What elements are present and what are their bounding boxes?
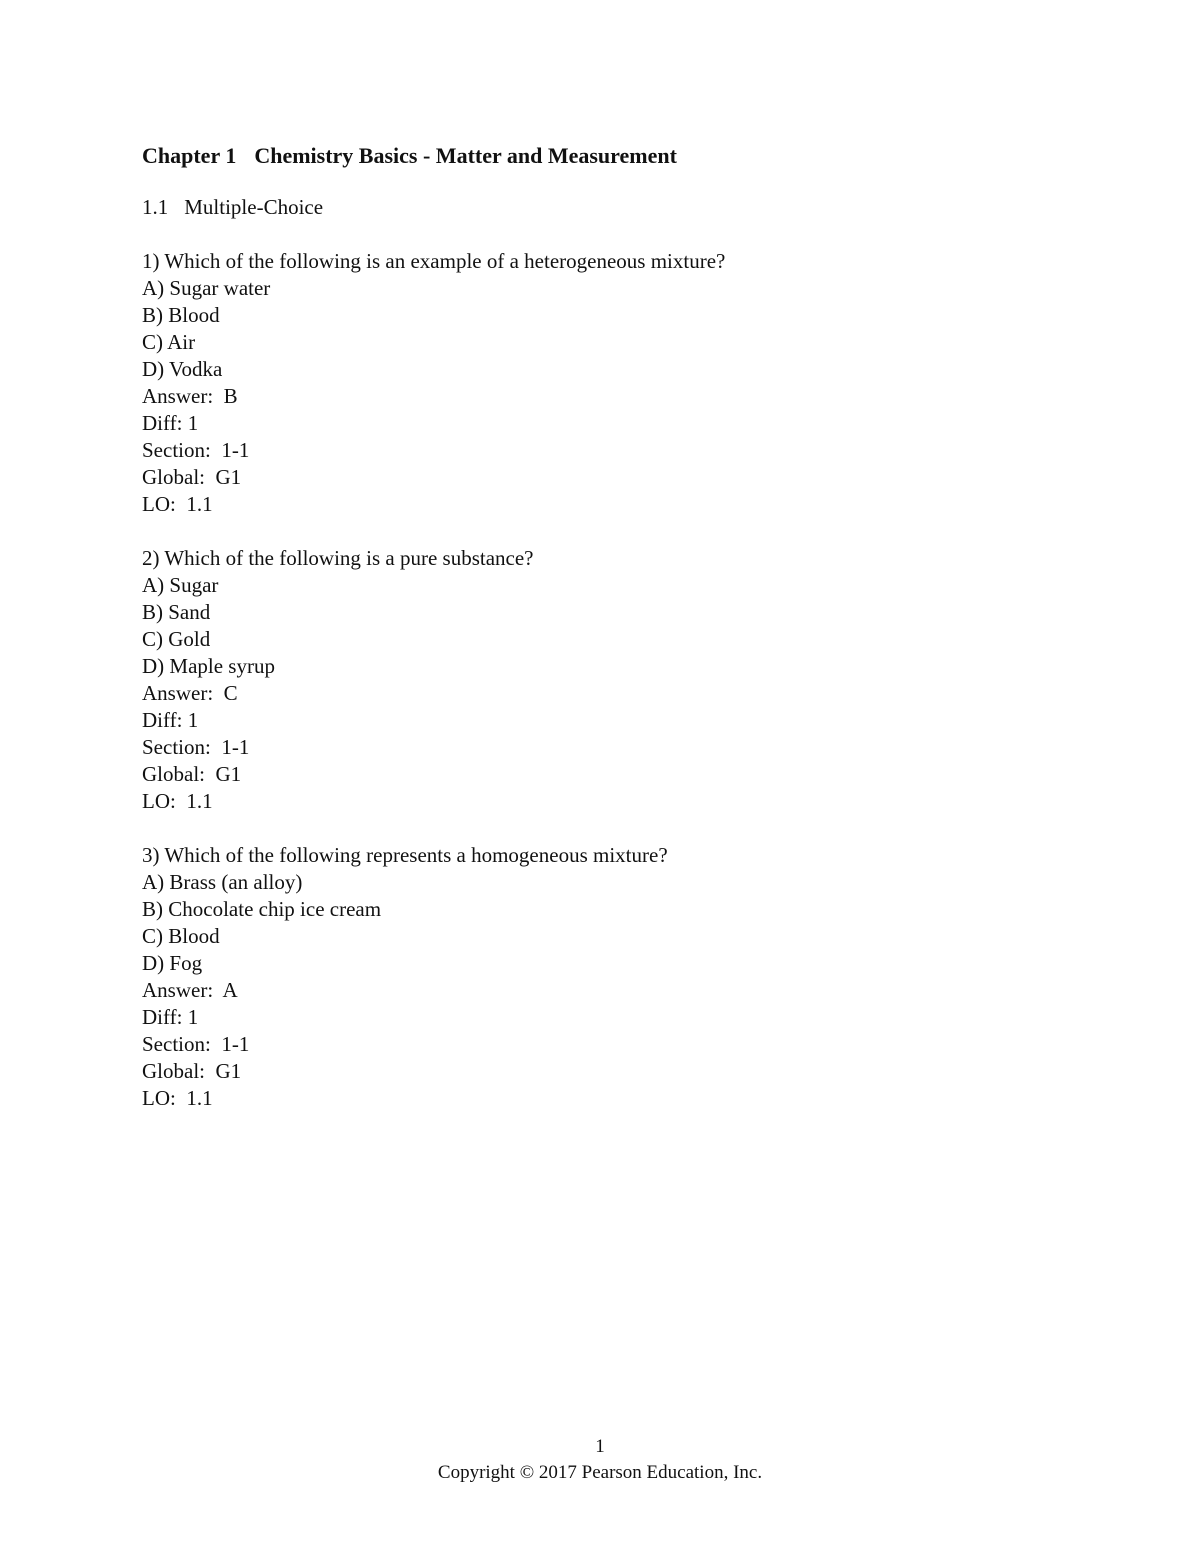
question-stem: 3) Which of the following represents a homogeneous mixture?: [142, 843, 668, 867]
option-a: A) Sugar water: [142, 276, 271, 300]
page-content: [142, 140, 1042, 1112]
answer: Answer: A: [142, 978, 238, 1002]
question-2: [142, 545, 1042, 815]
answer: Answer: C: [142, 681, 238, 705]
chapter-title: [142, 140, 1042, 172]
difficulty: Diff: 1: [142, 1005, 199, 1029]
option-a: A) Sugar: [142, 573, 219, 597]
page-number: 1: [595, 1436, 605, 1457]
section-ref: Section: 1-1: [142, 438, 250, 462]
question-stem: 1) Which of the following is an example of a heterogeneous mixture?: [142, 249, 726, 273]
option-c: C) Air: [142, 330, 196, 354]
section-ref: Section: 1-1: [142, 735, 250, 759]
global-ref: Global: G1: [142, 762, 242, 786]
section-heading: [142, 194, 1042, 221]
option-c: C) Gold: [142, 627, 211, 651]
answer: Answer: B: [142, 384, 238, 408]
option-d: D) Maple syrup: [142, 654, 275, 678]
chapter-number: Chapter 1: [142, 143, 237, 168]
learning-objective: LO: 1.1: [142, 789, 213, 813]
chapter-name: Chemistry Basics - Matter and Measurement: [254, 143, 677, 168]
option-d: D) Fog: [142, 951, 203, 975]
learning-objective: LO: 1.1: [142, 1086, 213, 1110]
option-b: B) Chocolate chip ice cream: [142, 897, 382, 921]
difficulty: Diff: 1: [142, 411, 199, 435]
section-ref: Section: 1-1: [142, 1032, 250, 1056]
question-1: [142, 248, 1042, 518]
option-c: C) Blood: [142, 924, 220, 948]
difficulty: Diff: 1: [142, 708, 199, 732]
question-3: [142, 842, 1042, 1112]
question-stem: 2) Which of the following is a pure substance?: [142, 546, 534, 570]
learning-objective: LO: 1.1: [142, 492, 213, 516]
option-b: B) Blood: [142, 303, 220, 327]
option-d: D) Vodka: [142, 357, 223, 381]
section-number: 1.1: [142, 195, 169, 219]
option-b: B) Sand: [142, 600, 211, 624]
section-title: Multiple-Choice: [184, 195, 324, 219]
global-ref: Global: G1: [142, 465, 242, 489]
global-ref: Global: G1: [142, 1059, 242, 1083]
option-a: A) Brass (an alloy): [142, 870, 303, 894]
copyright-notice: Copyright © 2017 Pearson Education, Inc.: [437, 1462, 763, 1483]
